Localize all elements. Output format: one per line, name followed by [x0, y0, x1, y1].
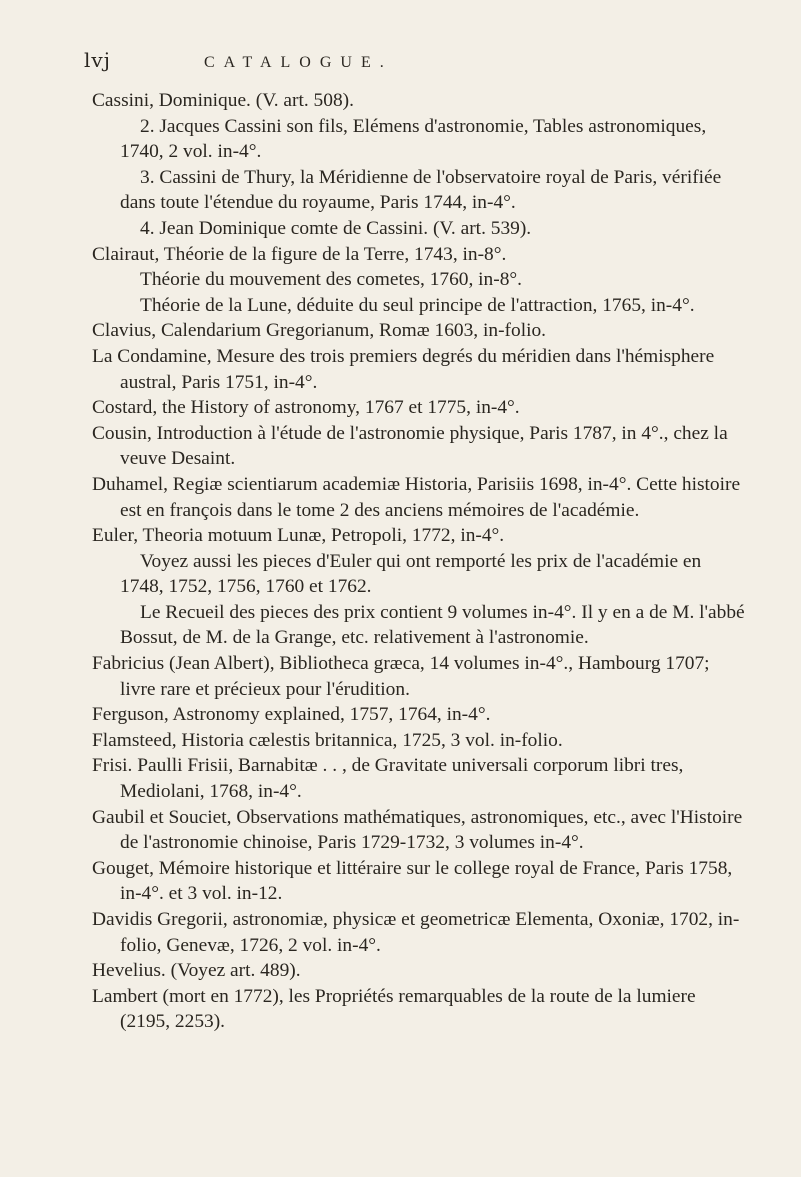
- entry-author: Hevelius.: [92, 960, 166, 982]
- catalogue-entry: [92, 984, 749, 1035]
- entry-author: Clavius,: [92, 320, 157, 342]
- entry-description: Paulli Frisii, Barnabitæ . . , de Gravitate universali corporum libri tres, Mediolani, 1768, in-4°.: [120, 755, 684, 803]
- entry-description: Mesure des trois premiers degrés du méridien dans l'hémisphere austral, Paris 1751, in-4°.: [120, 345, 715, 393]
- catalogue-subentry: [92, 216, 749, 242]
- catalogue-entry: [92, 523, 749, 549]
- catalogue-subentry: [92, 600, 749, 651]
- catalogue-entry: [92, 472, 749, 523]
- catalogue-entry: [92, 344, 749, 395]
- entry-author: Frisi.: [92, 755, 133, 777]
- entry-description: Theoria motuum Lunæ, Petropoli, 1772, in-4°.: [138, 525, 505, 547]
- entry-author: Fabricius: [92, 653, 165, 675]
- entry-description: Regiæ scientiarum academiæ Historia, Parisiis 1698, in-4°. Cette histoire est en françois dans le tome 2 des anciens mémoires de l'académie.: [120, 473, 741, 521]
- catalogue-entry: [92, 907, 749, 958]
- catalogue-entry: [92, 88, 749, 114]
- subentry-text: Voyez aussi les pieces d'Euler qui ont remporté les prix de l'académie en 1748, 1752, 1756, 1760 et 1762.: [120, 550, 702, 598]
- catalogue-entry: [92, 242, 749, 268]
- entry-description: Calendarium Gregorianum, Romæ 1603, in-folio.: [156, 320, 547, 342]
- entry-author: Gouget,: [92, 857, 154, 879]
- entry-description: Théorie de la figure de la Terre, 1743, in-8°.: [159, 243, 507, 265]
- catalogue-subentry: [92, 165, 749, 216]
- subentry-text: Théorie de la Lune, déduite du seul principe de l'attraction, 1765, in-4°.: [140, 294, 695, 316]
- subentry-text: 2. Jacques Cassini son fils, Elémens d'astronomie, Tables astronomiques, 1740, 2 vol. in-4°.: [120, 115, 707, 163]
- entry-author: Ferguson,: [92, 704, 169, 726]
- entry-author: Duhamel,: [92, 473, 168, 495]
- catalogue-entry: [92, 958, 749, 984]
- page-header: [84, 48, 749, 88]
- catalogue-entry: [92, 805, 749, 856]
- entry-description: the History of astronomy, 1767 et 1775, in-4°.: [157, 397, 520, 419]
- entry-description: (V. art. 508).: [250, 90, 354, 111]
- entry-description: (Jean Albert), Bibliotheca græca, 14 volumes in-4°., Hambourg 1707; livre rare et précieux pour l'érudition.: [120, 653, 710, 700]
- entry-description: astronomiæ, physicæ et geometricæ Elementa, Oxoniæ, 1702, in-folio, Genevæ, 1726, 2 vol. in-4°.: [120, 909, 740, 956]
- catalogue-entry: [92, 702, 749, 728]
- catalogue-entry: [92, 318, 749, 344]
- subentry-text: 3. Cassini de Thury, la Méridienne de l'observatoire royal de Paris, vérifiée dans toute l'étendue du royaume, Paris 1744, in-4°.: [120, 166, 722, 214]
- entry-author: Clairaut,: [92, 243, 160, 265]
- entry-author: Lambert: [92, 985, 158, 1007]
- page-number: lvj: [84, 48, 111, 72]
- entry-description: (mort en 1772), les Propriétés remarquables de la route de la lumiere (2195, 2253).: [120, 985, 696, 1033]
- entry-description: Introduction à l'étude de l'astronomie physique, Paris 1787, in 4°., chez la veuve Desaint.: [120, 422, 728, 470]
- catalogue-entry: [92, 728, 749, 754]
- catalogue-entry: [92, 421, 749, 472]
- catalogue-entry: [92, 856, 749, 907]
- entry-author: Euler,: [92, 525, 139, 547]
- catalogue-subentry: [92, 549, 749, 600]
- catalogue-entry: [92, 395, 749, 421]
- catalogue-subentry: [92, 114, 749, 165]
- entry-author: Costard,: [92, 397, 158, 419]
- entry-description: Mémoire historique et littéraire sur le college royal de France, Paris 1758, in-4°. et 3 vol. in-12.: [120, 857, 733, 905]
- catalogue-entry: [92, 651, 749, 702]
- subentry-text: 4. Jean Dominique comte de Cassini. (V. art. 539).: [140, 217, 532, 239]
- entry-description: (Voyez art. 489).: [165, 960, 301, 982]
- catalogue-entries: [92, 88, 749, 1035]
- entry-author: Davidis Gregorii,: [92, 909, 228, 930]
- entry-author: Flamsteed,: [92, 729, 177, 751]
- subentry-text: Théorie du mouvement des cometes, 1760, in-8°.: [140, 269, 523, 291]
- running-head: CATALOGUE.: [204, 54, 393, 71]
- entry-description: Astronomy explained, 1757, 1764, in-4°.: [168, 704, 491, 726]
- entry-author: Cousin,: [92, 422, 152, 444]
- entry-author: Gaubil et Souciet,: [92, 806, 232, 828]
- catalogue-subentry: [92, 293, 749, 319]
- entry-author: Cassini, Dominique.: [92, 90, 251, 111]
- entry-author: La Condamine,: [92, 345, 212, 367]
- catalogue-subentry: [92, 267, 749, 293]
- entry-description: Historia cælestis britannica, 1725, 3 vol. in-folio.: [176, 729, 563, 751]
- entry-description: Observations mathématiques, astronomiques, etc., avec l'Histoire de l'astronomie chinoise, Paris 1729-1732, 3 volumes in-4°.: [120, 806, 743, 854]
- subentry-text: Le Recueil des pieces des prix contient 9 volumes in-4°. Il y en a de M. l'abbé Bossut, de M. de la Grange, etc. relativement à l'astronomie.: [120, 601, 745, 649]
- catalogue-entry: [92, 753, 749, 804]
